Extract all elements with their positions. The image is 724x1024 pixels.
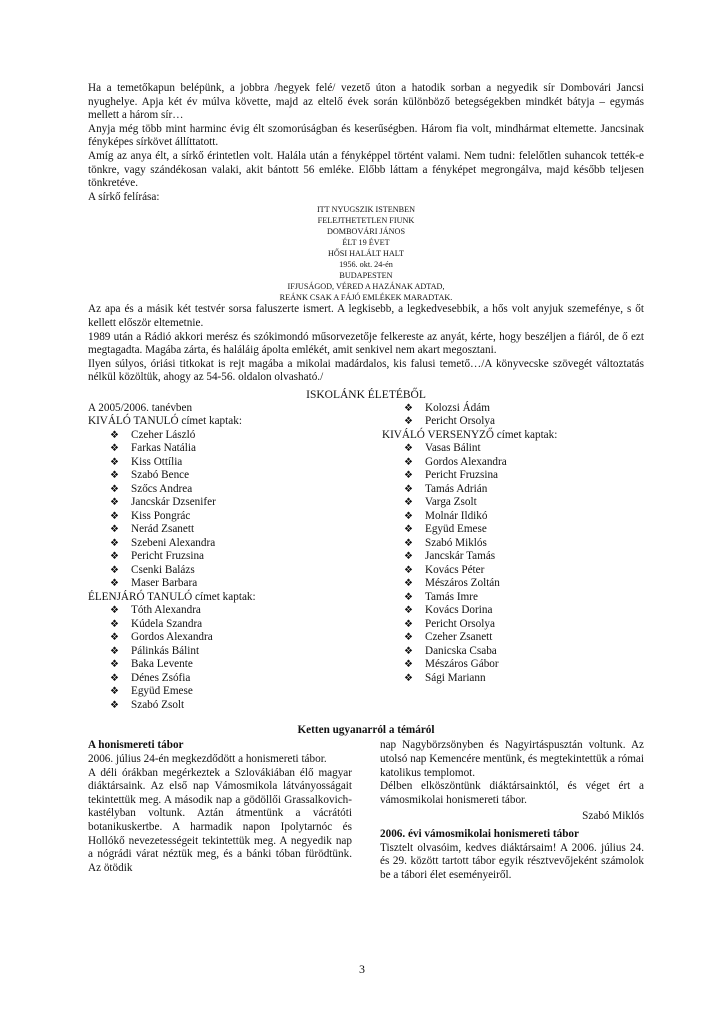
student-name: Dénes Zsófia <box>131 671 191 684</box>
list-item <box>382 537 644 551</box>
bullet-icon: ❖ <box>404 551 413 563</box>
student-name: Csenki Balázs <box>131 563 195 576</box>
list-item <box>88 645 378 659</box>
inscription-line: 1956. okt. 24-én <box>339 260 393 270</box>
list-item <box>88 672 378 686</box>
bullet-icon: ❖ <box>110 605 119 617</box>
list-item <box>382 442 644 456</box>
bullet-icon: ❖ <box>110 578 119 590</box>
versenyzo-heading: KIVÁLÓ VERSENYZŐ címet kaptak: <box>382 428 558 441</box>
after-text <box>88 303 644 385</box>
paragraph: Anyja még több mint harminc évig élt szomorúságban és keserűségben. Három fia volt, mindhármat eltemette. Jancsinak fényképes sírkövet állíttatott. <box>88 122 644 149</box>
bullet-icon: ❖ <box>110 456 119 468</box>
bullet-icon: ❖ <box>110 564 119 576</box>
bullet-icon: ❖ <box>110 618 119 630</box>
paragraph: Tisztelt olvasóim, kedves diáktársaim! A 2006. július 24. és 29. között tartott tábor egyik résztvevőjeként számolok be a tábori élet eseményeiről. <box>380 841 644 881</box>
student-name: Maser Barbara <box>131 577 198 590</box>
list-item <box>382 469 644 483</box>
bullet-icon: ❖ <box>110 645 119 657</box>
list-item <box>88 564 378 578</box>
bullet-icon: ❖ <box>404 402 413 414</box>
kivalo-tanulo-heading: KIVÁLÓ TANULÓ címet kaptak: <box>88 415 242 428</box>
list-item <box>382 550 644 564</box>
list-item <box>88 469 378 483</box>
bullet-icon: ❖ <box>110 429 119 441</box>
list-item <box>382 415 644 429</box>
bullet-icon: ❖ <box>404 578 413 590</box>
student-name: Molnár Ildikó <box>425 509 488 522</box>
student-name: Mészáros Gábor <box>425 658 499 671</box>
bullet-icon: ❖ <box>404 470 413 482</box>
student-name: Sági Mariann <box>425 671 486 684</box>
bullet-icon: ❖ <box>110 497 119 509</box>
bullet-icon: ❖ <box>404 456 413 468</box>
student-name: Kovács Dorina <box>425 604 493 617</box>
student-name: Együd Emese <box>131 685 193 698</box>
student-name: Gordos Alexandra <box>425 455 507 468</box>
bullet-icon: ❖ <box>404 645 413 657</box>
student-name: Tamás Adrián <box>425 482 488 495</box>
student-name: Nerád Zsanett <box>131 523 195 536</box>
bullet-icon: ❖ <box>110 443 119 455</box>
list-item <box>382 604 644 618</box>
list-item <box>382 456 644 470</box>
bullet-icon: ❖ <box>110 537 119 549</box>
bullet-icon: ❖ <box>110 632 119 644</box>
student-name: Mészáros Zoltán <box>425 577 500 590</box>
student-name: Szebeni Alexandra <box>131 536 216 549</box>
inscription-line: REÁNK CSAK A FÁJÓ EMLÉKEK MARADTAK. <box>279 293 453 303</box>
topic-section-title: Ketten ugyanarról a témáról <box>297 724 435 737</box>
bullet-icon: ❖ <box>404 672 413 684</box>
bullet-icon: ❖ <box>404 659 413 671</box>
bullet-icon: ❖ <box>404 537 413 549</box>
list-item <box>88 523 378 537</box>
bullet-icon: ❖ <box>404 605 413 617</box>
list-item <box>88 685 378 699</box>
bullet-icon: ❖ <box>110 510 119 522</box>
year-line: A 2005/2006. tanévben <box>88 401 193 414</box>
paragraph: A sírkő felírása: <box>88 190 160 203</box>
bullet-icon: ❖ <box>110 524 119 536</box>
list-item <box>88 496 378 510</box>
student-name: Pericht Orsolya <box>425 415 495 428</box>
list-item <box>382 658 644 672</box>
student-name: Czeher Zsanett <box>425 631 493 644</box>
student-name: Pálinkás Bálint <box>131 644 200 657</box>
paragraph: Ha a temetőkapun belépünk, a jobbra /hegyek felé/ vezető úton a hatodik sorban a negyedik sír Dombovári Jancsi nyughelye. Apja két év múlva követte, majd az eltelő évek során különböző betegségekben mindkét bátyja – egymás mellett a három sír… <box>88 82 644 122</box>
list-item <box>88 456 378 470</box>
student-name: Jancskár Dzsenifer <box>131 496 216 509</box>
student-name: Szőcs Andrea <box>131 482 193 495</box>
student-name: Szabó Bence <box>131 469 190 482</box>
list-item <box>382 631 644 645</box>
elenjaro-list <box>88 604 378 712</box>
list-item <box>382 618 644 632</box>
topic-right-column <box>380 739 644 882</box>
student-name: Kúdela Szandra <box>131 617 203 630</box>
inscription-line: BUDAPESTEN <box>339 271 393 281</box>
versenyzo-list <box>382 442 644 685</box>
list-item <box>382 402 644 416</box>
list-item <box>382 591 644 605</box>
bullet-icon: ❖ <box>110 470 119 482</box>
student-name: Varga Zsolt <box>425 496 477 509</box>
paragraph: Amíg az anya élt, a sírkő érintetlen volt. Halála után a fényképpel történt valami. Nem tudni: felelőtlen suhancok tették-e tönkre, vagy szándékosan valaki, akit bántott 56 emléke. Előbb láttam a fényképet megrongálva, majd később teljesen tönkretéve. <box>88 149 644 190</box>
bullet-icon: ❖ <box>404 443 413 455</box>
inscription-line: IFJUSÁGOD, VÉRED A HAZÁNAK ADTAD, <box>287 282 445 292</box>
topic-left-column <box>88 739 352 882</box>
student-name: Jancskár Tamás <box>425 550 496 563</box>
awards-left-column <box>88 402 378 713</box>
bullet-icon: ❖ <box>404 497 413 509</box>
student-name: Baka Levente <box>131 658 193 671</box>
list-item <box>382 496 644 510</box>
list-item <box>382 672 644 686</box>
list-item <box>88 699 378 713</box>
paragraph: Az apa és a másik két testvér sorsa faluszerte ismert. A legkisebb, a legkedvesebbik, a hős volt anyjuk szemefénye, s őt kellett először eltemetnie. <box>88 303 644 329</box>
bullet-icon: ❖ <box>110 686 119 698</box>
awards-columns <box>88 402 644 713</box>
left-article-heading: A honismereti tábor <box>88 739 184 752</box>
topic-columns <box>88 739 644 882</box>
student-name: Kiss Ottília <box>131 455 183 468</box>
bullet-icon: ❖ <box>404 510 413 522</box>
elenjaro-heading: ÉLENJÁRÓ TANULÓ címet kaptak: <box>88 590 256 603</box>
student-name: Gordos Alexandra <box>131 631 213 644</box>
list-item <box>382 645 644 659</box>
student-name: Tóth Alexandra <box>131 604 201 617</box>
bullet-icon: ❖ <box>110 483 119 495</box>
student-name: Czeher László <box>131 428 196 441</box>
student-name: Szabó Zsolt <box>131 698 185 711</box>
list-item <box>382 523 644 537</box>
paragraph: 2006. július 24-én megkezdődött a honismereti tábor. <box>88 753 327 765</box>
bullet-icon: ❖ <box>404 483 413 495</box>
student-name: Kovács Péter <box>425 563 485 576</box>
student-name: Kiss Pongrác <box>131 509 191 522</box>
bullet-icon: ❖ <box>110 699 119 711</box>
list-item <box>88 483 378 497</box>
school-section-title: ISKOLÁNK ÉLETÉBŐL <box>306 388 426 401</box>
bullet-icon: ❖ <box>404 416 413 428</box>
list-item <box>382 577 644 591</box>
list-item <box>88 429 378 443</box>
gravestone-inscription <box>88 204 644 303</box>
student-name: Pericht Fruzsina <box>425 469 499 482</box>
student-name: Pericht Fruzsina <box>131 550 205 563</box>
paragraph: Délben elköszöntünk diáktársainktól, és véget ért a vámosmikolai honismereti tábor. <box>380 780 644 806</box>
document-page <box>88 82 644 882</box>
student-name: Danicska Csaba <box>425 644 497 657</box>
inscription-line: HŐSI HALÁLT HALT <box>327 249 405 259</box>
bullet-icon: ❖ <box>404 591 413 603</box>
inscription-line: DOMBOVÁRI JÁNOS <box>326 227 406 237</box>
list-item <box>88 577 378 591</box>
list-item <box>382 564 644 578</box>
student-name: Kolozsi Ádám <box>425 401 490 414</box>
bullet-icon: ❖ <box>404 564 413 576</box>
student-name: Együd Emese <box>425 523 487 536</box>
bullet-icon: ❖ <box>404 524 413 536</box>
list-item <box>88 537 378 551</box>
paragraph: A déli órákban megérkeztek a Szlovákiában élő magyar diáktársaink. Az első nap Vámosmikola látványosságait tekintettük meg. A második nap a gödöllői Grassalkovich-kastélyban voltunk. Aztán átmentünk a vácrátóti botanikuskertbe. A harmadik napon Ipolytarnóc és Hollókő nevezetességeit tekintettük meg. A negyedik nap a nógrádi várat néztük meg, és a bánki tóban fürödtünk. Az ötödik <box>88 766 352 874</box>
bullet-icon: ❖ <box>110 672 119 684</box>
list-item <box>382 483 644 497</box>
bullet-icon: ❖ <box>110 551 119 563</box>
student-name: Farkas Natália <box>131 442 196 455</box>
list-item <box>88 442 378 456</box>
list-item <box>88 618 378 632</box>
bullet-icon: ❖ <box>404 632 413 644</box>
list-item <box>88 658 378 672</box>
inscription-line: ITT NYUGSZIK ISTENBEN <box>316 205 416 215</box>
list-item <box>88 604 378 618</box>
bullet-icon: ❖ <box>404 618 413 630</box>
paragraph: 1989 után a Rádió akkori merész és szókimondó műsorvezetője felkereste az anyát, kérte, hogy beszéljen a fiáról, de ő ezt megtagadta. Magába zárta, és haláláig ápolta emlékét, amit senkivel nem akart megosztani. <box>88 330 644 357</box>
list-item <box>382 510 644 524</box>
page-number: 3 <box>359 962 365 976</box>
kivalo-tanulo-list-continued <box>382 402 644 429</box>
bullet-icon: ❖ <box>110 659 119 671</box>
intro-text <box>88 82 644 204</box>
student-name: Tamás Imre <box>425 590 478 603</box>
awards-right-column <box>382 402 644 713</box>
inscription-line: FELEJTHETETLEN FIUNK <box>317 216 415 226</box>
inscription-line: ÉLT 19 ÉVET <box>342 238 390 248</box>
right-article-heading: 2006. évi vámosmikolai honismereti tábor <box>380 827 579 840</box>
student-name: Pericht Orsolya <box>425 617 495 630</box>
list-item <box>88 510 378 524</box>
list-item <box>88 631 378 645</box>
student-name: Szabó Miklós <box>425 536 487 549</box>
kivalo-tanulo-list <box>88 429 378 591</box>
list-item <box>88 550 378 564</box>
paragraph: Ilyen súlyos, óriási titkokat is rejt magába a mikolai madárdalos, kis falusi temető…/A könyvecske szövegét változtatás nélkül közöltük, ahogy az 54-56. oldalon olvasható./ <box>88 357 644 384</box>
student-name: Vasas Bálint <box>425 442 481 455</box>
paragraph: nap Nagybörzsönyben és Nagyirtáspusztán voltunk. Az utolsó nap Kemencére mentünk, és megtekintettük a római katolikus templomot. <box>380 739 644 779</box>
author-signature: Szabó Miklós <box>582 810 644 823</box>
